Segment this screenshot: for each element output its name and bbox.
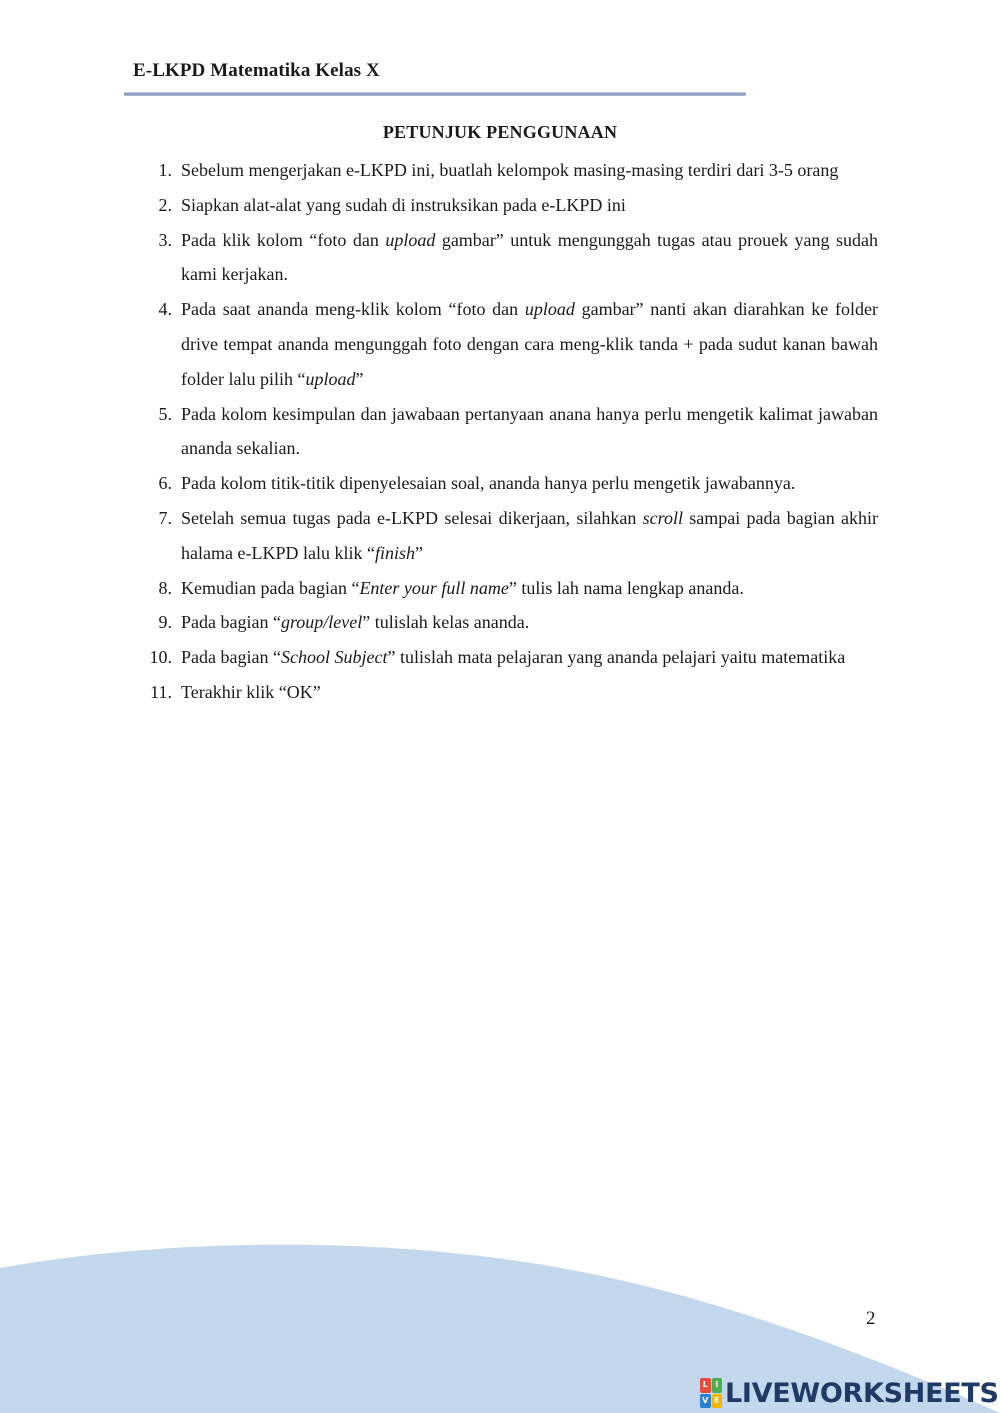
instruction-text-run: ” tulis lah nama lengkap ananda. — [508, 577, 744, 598]
instruction-item — [140, 466, 878, 501]
document-header-title: E-LKPD Matematika Kelas X — [133, 60, 380, 81]
instruction-number: 9. — [158, 612, 172, 633]
instruction-item — [140, 292, 878, 396]
instruction-number: 7. — [158, 507, 172, 528]
instruction-item — [140, 571, 878, 606]
instruction-text-run: Pada saat ananda meng-klik kolom “foto dan — [181, 299, 525, 320]
instruction-text-run: Setelah semua tugas pada e-LKPD selesai dikerjaan, silahkan — [181, 507, 643, 528]
instruction-item — [140, 153, 878, 188]
instruction-text — [181, 571, 878, 606]
liveworksheets-icon — [700, 1378, 722, 1408]
instruction-list — [140, 153, 878, 710]
header-divider — [124, 92, 746, 96]
instruction-italic-term: finish — [374, 542, 415, 563]
instruction-italic-term: School Subject — [280, 647, 388, 668]
instruction-text-run: ” — [355, 368, 364, 389]
instruction-text — [181, 675, 878, 710]
instruction-text-run: Sebelum mengerjakan e-LKPD ini, buatlah kelompok masing-masing terdiri dari 3-5 orang — [181, 160, 839, 180]
instruction-italic-term: upload — [385, 229, 436, 250]
instruction-item — [140, 223, 878, 293]
instruction-text-run: gambar” nanti akan diarahkan ke folder drive tempat ananda mengunggah foto dengan cara meng-klik tanda + pada sudut kanan bawah folder lalu pilih “ — [181, 299, 878, 389]
instruction-text — [181, 188, 878, 223]
instruction-item — [140, 605, 878, 640]
section-title: PETUNJUK PENGGUNAAN — [382, 122, 618, 142]
liveworksheets-wordmark: LIVEWORKSHEETS — [725, 1377, 999, 1409]
instruction-number: 2. — [158, 194, 172, 215]
instruction-number: 3. — [158, 229, 172, 250]
instruction-text — [181, 466, 878, 501]
instruction-number: 4. — [158, 299, 172, 320]
instruction-text — [181, 153, 878, 188]
instruction-text-run: ” tulislah mata pelajaran yang ananda pelajari yaitu matematika — [387, 647, 846, 668]
instruction-text — [181, 223, 878, 293]
instruction-text-run: ” — [414, 542, 423, 563]
page-number: 2 — [866, 1308, 876, 1329]
instruction-number: 8. — [158, 577, 172, 598]
instruction-text-run: ” tulislah kelas ananda. — [362, 612, 530, 633]
instruction-text-run: Pada kolom kesimpulan dan jawabaan pertanyaan anana hanya perlu mengetik kalimat jawaban ananda sekalian. — [181, 403, 878, 459]
instruction-item — [140, 397, 878, 467]
instruction-text-run: Siapkan alat-alat yang sudah di instruksikan pada e-LKPD ini — [181, 194, 626, 215]
instruction-text — [181, 605, 878, 640]
instruction-italic-term: upload — [524, 299, 575, 320]
instruction-item — [140, 675, 878, 710]
instruction-text-run: Kemudian pada bagian “ — [181, 577, 360, 598]
instruction-item — [140, 640, 878, 675]
instruction-number: 6. — [158, 473, 172, 494]
brand-icon-tile: I — [712, 1378, 723, 1393]
instruction-number: 5. — [158, 403, 172, 424]
instruction-text-run: Pada kolom titik-titik dipenyelesaian soal, ananda hanya perlu mengetik jawabannya. — [181, 473, 796, 494]
instruction-number: 10. — [149, 647, 172, 668]
instruction-text-run: Pada bagian “ — [181, 612, 281, 633]
instruction-item — [140, 188, 878, 223]
instruction-number: 1. — [158, 160, 172, 180]
liveworksheets-logo — [700, 1376, 999, 1410]
instruction-number: 11. — [150, 681, 172, 702]
instruction-text-run: Pada bagian “ — [181, 647, 281, 668]
instruction-italic-term: Enter your full name — [359, 577, 509, 598]
instruction-text-run: sampai pada bagian akhir halama e-LKPD lalu klik “ — [181, 507, 879, 563]
instruction-italic-term: upload — [305, 368, 356, 389]
instruction-item — [140, 501, 878, 571]
instruction-text-run: Pada klik kolom “foto dan — [181, 229, 386, 250]
instruction-text — [181, 501, 878, 571]
brand-icon-tile: V — [700, 1394, 711, 1409]
instruction-text-run: Terakhir klik “OK” — [181, 681, 321, 702]
brand-icon-tile: L — [700, 1378, 711, 1393]
brand-icon-tile: E — [712, 1394, 723, 1409]
instruction-text — [181, 640, 878, 675]
instruction-italic-term: group/level — [280, 612, 363, 633]
instruction-text-run: gambar” untuk mengunggah tugas atau prouek yang sudah kami kerjakan. — [181, 229, 878, 285]
instruction-text — [181, 292, 878, 396]
instruction-italic-term: scroll — [642, 507, 683, 528]
instruction-text — [181, 397, 878, 467]
